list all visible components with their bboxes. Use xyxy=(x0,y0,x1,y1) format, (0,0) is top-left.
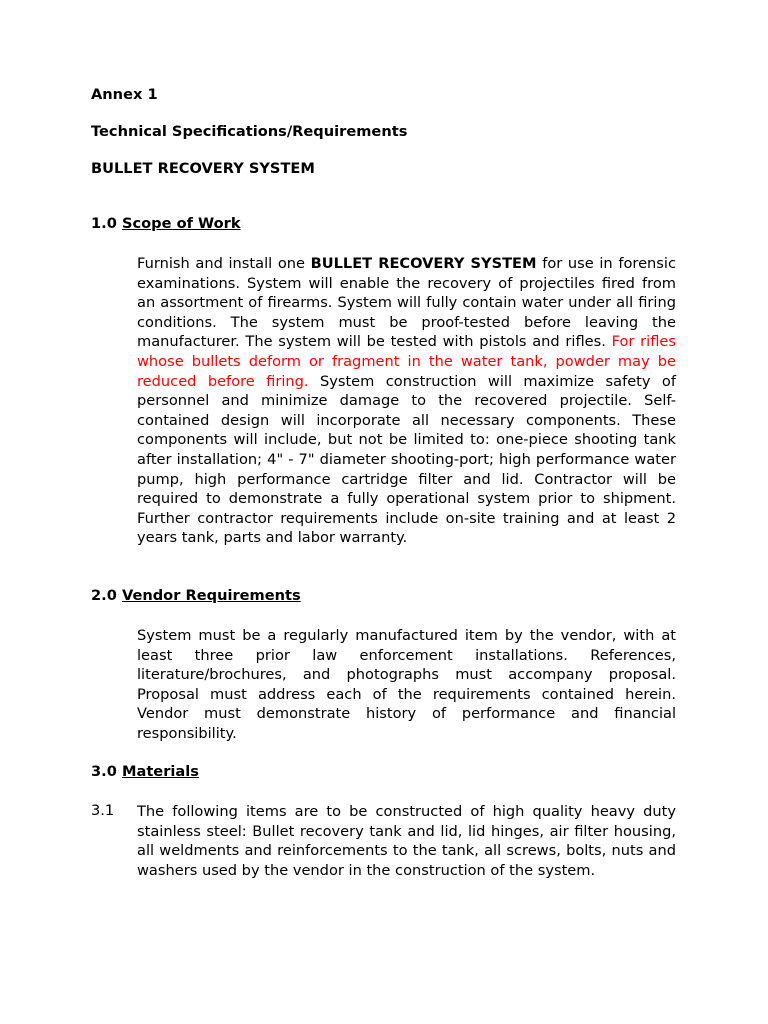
item-number: 3.1 xyxy=(91,802,115,819)
scope-text-bold: BULLET RECOVERY SYSTEM xyxy=(310,255,537,272)
section-heading-scope xyxy=(91,215,241,232)
section-number: 3.0 xyxy=(91,763,117,780)
system-title: BULLET RECOVERY SYSTEM xyxy=(91,160,315,177)
document-subtitle: Technical Specifications/Requirements xyxy=(91,123,408,140)
materials-paragraph: The following items are to be constructed of high quality heavy duty stainless steel: Bullet recovery tank and lid, lid hinges, air filter housing, all weldments and reinforcements to the tank, all screws, bolts, nuts and washers used by the vendor in the construction of the system. xyxy=(137,803,676,879)
scope-paragraph xyxy=(137,254,676,548)
annex-label: Annex 1 xyxy=(91,86,158,103)
section-number: 1.0 xyxy=(91,215,117,232)
scope-text-part3: System construction will maximize safety of personnel and minimize damage to the recovered projectile. Self-contained design will incorporate all necessary components. These components will include, but not be limited to: one-piece shooting tank after installation; 4" - 7" diameter shooting-port; high performance water pump, high performance cartridge filter and lid. Contractor will be required to demonstrate a fully operational system prior to shipment. Further contractor requirements include on-site training and at least 2 years tank, parts and labor warranty. xyxy=(137,372,676,547)
scope-text-prefix: Furnish and install one xyxy=(137,255,311,272)
section-heading-materials xyxy=(91,763,199,780)
vendor-paragraph: System must be a regularly manufactured item by the vendor, with at least three prior law enforcement installations. References, literature/brochures, and photographs must accompany proposal. Proposal must address each of the requirements contained herein. Vendor must demonstrate history of performance and financial responsibility. xyxy=(137,627,676,742)
section-number: 2.0 xyxy=(91,587,117,604)
section-title: Materials xyxy=(121,763,199,780)
scope-text-part2: for use in forensic examinations. System will enable the recovery of projectiles fired from an assortment of firearms. System will fully contain water under all firing conditions. The system must be proof-tested before leaving the manufacturer. The system will be tested with pistols and rifles. xyxy=(137,255,676,351)
section-title: Vendor Requirements xyxy=(121,587,301,604)
section-title: Scope of Work xyxy=(121,215,241,232)
scope-text-red: For rifles whose bullets deform or fragment in the water tank, powder may be reduced before firing. xyxy=(137,333,676,390)
section-heading-vendor xyxy=(91,587,301,604)
